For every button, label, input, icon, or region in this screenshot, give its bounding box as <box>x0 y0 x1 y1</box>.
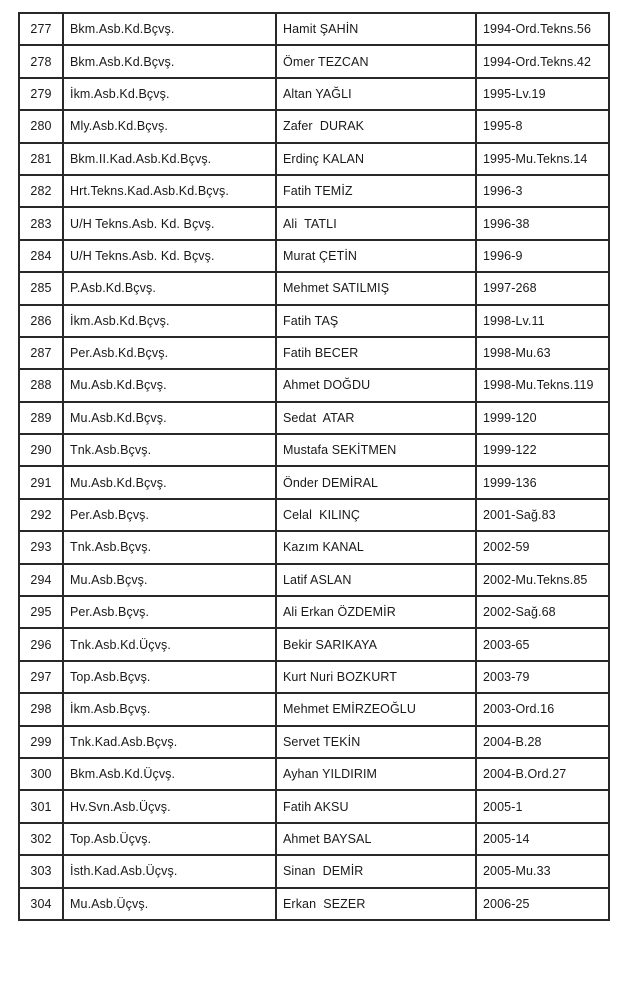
cell-name: Ali Erkan ÖZDEMİR <box>276 596 476 628</box>
cell-name: Erkan SEZER <box>276 888 476 920</box>
table-row <box>19 823 609 855</box>
cell-name: Celal KILINÇ <box>276 499 476 531</box>
cell-rank: U/H Tekns.Asb. Kd. Bçvş. <box>63 207 276 239</box>
cell-row-number: 284 <box>19 240 63 272</box>
cell-class-code: 1998-Mu.Tekns.119 <box>476 369 609 401</box>
cell-rank: İkm.Asb.Bçvş. <box>63 693 276 725</box>
cell-name: Kurt Nuri BOZKURT <box>276 661 476 693</box>
table-row <box>19 726 609 758</box>
cell-rank: İkm.Asb.Kd.Bçvş. <box>63 78 276 110</box>
cell-row-number: 293 <box>19 531 63 563</box>
cell-class-code: 1995-Mu.Tekns.14 <box>476 143 609 175</box>
cell-name: Zafer DURAK <box>276 110 476 142</box>
cell-class-code: 1994-Ord.Tekns.56 <box>476 13 609 45</box>
cell-name: Altan YAĞLI <box>276 78 476 110</box>
table-row <box>19 693 609 725</box>
table-row <box>19 888 609 920</box>
cell-rank: Tnk.Asb.Kd.Üçvş. <box>63 628 276 660</box>
cell-name: Hamit ŞAHİN <box>276 13 476 45</box>
cell-row-number: 295 <box>19 596 63 628</box>
cell-class-code: 1999-120 <box>476 402 609 434</box>
cell-rank: İkm.Asb.Kd.Bçvş. <box>63 305 276 337</box>
cell-rank: Hrt.Tekns.Kad.Asb.Kd.Bçvş. <box>63 175 276 207</box>
cell-name: Fatih BECER <box>276 337 476 369</box>
table-row <box>19 305 609 337</box>
cell-class-code: 2004-B.28 <box>476 726 609 758</box>
cell-class-code: 1999-136 <box>476 466 609 498</box>
cell-row-number: 286 <box>19 305 63 337</box>
cell-name: Murat ÇETİN <box>276 240 476 272</box>
cell-rank: Top.Asb.Bçvş. <box>63 661 276 693</box>
cell-rank: Tnk.Asb.Bçvş. <box>63 531 276 563</box>
cell-row-number: 298 <box>19 693 63 725</box>
cell-class-code: 2005-14 <box>476 823 609 855</box>
cell-name: Sinan DEMİR <box>276 855 476 887</box>
cell-name: Mehmet SATILMIŞ <box>276 272 476 304</box>
cell-rank: Bkm.Asb.Kd.Bçvş. <box>63 45 276 77</box>
table-row <box>19 143 609 175</box>
cell-name: Mustafa SEKİTMEN <box>276 434 476 466</box>
cell-rank: P.Asb.Kd.Bçvş. <box>63 272 276 304</box>
cell-rank: Bkm.Asb.Kd.Bçvş. <box>63 13 276 45</box>
cell-row-number: 281 <box>19 143 63 175</box>
table-row <box>19 175 609 207</box>
cell-class-code: 1996-9 <box>476 240 609 272</box>
table-row <box>19 369 609 401</box>
personnel-table <box>18 12 610 921</box>
cell-name: Servet TEKİN <box>276 726 476 758</box>
cell-rank: İsth.Kad.Asb.Üçvş. <box>63 855 276 887</box>
cell-class-code: 1997-268 <box>476 272 609 304</box>
cell-class-code: 1996-38 <box>476 207 609 239</box>
cell-rank: Hv.Svn.Asb.Üçvş. <box>63 790 276 822</box>
cell-class-code: 2003-65 <box>476 628 609 660</box>
cell-name: Sedat ATAR <box>276 402 476 434</box>
cell-name: Mehmet EMİRZEOĞLU <box>276 693 476 725</box>
cell-row-number: 294 <box>19 564 63 596</box>
cell-class-code: 1995-8 <box>476 110 609 142</box>
cell-row-number: 292 <box>19 499 63 531</box>
cell-rank: U/H Tekns.Asb. Kd. Bçvş. <box>63 240 276 272</box>
cell-rank: Mu.Asb.Bçvş. <box>63 564 276 596</box>
cell-class-code: 2001-Sağ.83 <box>476 499 609 531</box>
table-row <box>19 434 609 466</box>
cell-row-number: 300 <box>19 758 63 790</box>
table-row <box>19 499 609 531</box>
cell-row-number: 287 <box>19 337 63 369</box>
cell-rank: Bkm.II.Kad.Asb.Kd.Bçvş. <box>63 143 276 175</box>
table-row <box>19 466 609 498</box>
cell-row-number: 289 <box>19 402 63 434</box>
table-row <box>19 272 609 304</box>
cell-class-code: 1995-Lv.19 <box>476 78 609 110</box>
cell-class-code: 1998-Lv.11 <box>476 305 609 337</box>
cell-class-code: 2003-Ord.16 <box>476 693 609 725</box>
cell-name: Önder DEMİRAL <box>276 466 476 498</box>
cell-rank: Per.Asb.Bçvş. <box>63 596 276 628</box>
cell-name: Erdinç KALAN <box>276 143 476 175</box>
table-row <box>19 110 609 142</box>
cell-class-code: 2006-25 <box>476 888 609 920</box>
table-row <box>19 564 609 596</box>
cell-rank: Mu.Asb.Kd.Bçvş. <box>63 369 276 401</box>
cell-row-number: 297 <box>19 661 63 693</box>
table-row <box>19 758 609 790</box>
cell-row-number: 291 <box>19 466 63 498</box>
table-row <box>19 531 609 563</box>
cell-class-code: 2002-Mu.Tekns.85 <box>476 564 609 596</box>
table-row <box>19 45 609 77</box>
cell-name: Ahmet DOĞDU <box>276 369 476 401</box>
cell-name: Fatih TAŞ <box>276 305 476 337</box>
table-row <box>19 661 609 693</box>
table-row <box>19 628 609 660</box>
cell-rank: Mu.Asb.Üçvş. <box>63 888 276 920</box>
cell-row-number: 296 <box>19 628 63 660</box>
cell-name: Kazım KANAL <box>276 531 476 563</box>
cell-class-code: 1994-Ord.Tekns.42 <box>476 45 609 77</box>
table-row <box>19 240 609 272</box>
cell-row-number: 277 <box>19 13 63 45</box>
cell-row-number: 282 <box>19 175 63 207</box>
cell-rank: Per.Asb.Bçvş. <box>63 499 276 531</box>
table-row <box>19 402 609 434</box>
cell-row-number: 290 <box>19 434 63 466</box>
cell-row-number: 288 <box>19 369 63 401</box>
table-row <box>19 78 609 110</box>
cell-row-number: 279 <box>19 78 63 110</box>
cell-rank: Per.Asb.Kd.Bçvş. <box>63 337 276 369</box>
table-row <box>19 855 609 887</box>
cell-row-number: 283 <box>19 207 63 239</box>
cell-row-number: 302 <box>19 823 63 855</box>
cell-class-code: 2005-Mu.33 <box>476 855 609 887</box>
cell-rank: Mly.Asb.Kd.Bçvş. <box>63 110 276 142</box>
cell-class-code: 1998-Mu.63 <box>476 337 609 369</box>
cell-rank: Tnk.Kad.Asb.Bçvş. <box>63 726 276 758</box>
cell-class-code: 2002-59 <box>476 531 609 563</box>
cell-rank: Tnk.Asb.Bçvş. <box>63 434 276 466</box>
cell-row-number: 299 <box>19 726 63 758</box>
table-row <box>19 13 609 45</box>
cell-class-code: 1999-122 <box>476 434 609 466</box>
cell-class-code: 2005-1 <box>476 790 609 822</box>
cell-row-number: 280 <box>19 110 63 142</box>
cell-class-code: 1996-3 <box>476 175 609 207</box>
table-row <box>19 207 609 239</box>
cell-class-code: 2002-Sağ.68 <box>476 596 609 628</box>
cell-name: Latif ASLAN <box>276 564 476 596</box>
cell-name: Fatih TEMİZ <box>276 175 476 207</box>
cell-row-number: 278 <box>19 45 63 77</box>
cell-row-number: 301 <box>19 790 63 822</box>
cell-name: Ali TATLI <box>276 207 476 239</box>
cell-rank: Mu.Asb.Kd.Bçvş. <box>63 402 276 434</box>
table-row <box>19 596 609 628</box>
cell-name: Ayhan YILDIRIM <box>276 758 476 790</box>
cell-row-number: 304 <box>19 888 63 920</box>
cell-rank: Bkm.Asb.Kd.Üçvş. <box>63 758 276 790</box>
cell-name: Ömer TEZCAN <box>276 45 476 77</box>
cell-rank: Top.Asb.Üçvş. <box>63 823 276 855</box>
table-row <box>19 790 609 822</box>
cell-name: Ahmet BAYSAL <box>276 823 476 855</box>
cell-class-code: 2004-B.Ord.27 <box>476 758 609 790</box>
cell-rank: Mu.Asb.Kd.Bçvş. <box>63 466 276 498</box>
cell-row-number: 285 <box>19 272 63 304</box>
cell-row-number: 303 <box>19 855 63 887</box>
personnel-table-body <box>19 13 609 920</box>
table-row <box>19 337 609 369</box>
cell-name: Bekir SARIKAYA <box>276 628 476 660</box>
cell-class-code: 2003-79 <box>476 661 609 693</box>
cell-name: Fatih AKSU <box>276 790 476 822</box>
